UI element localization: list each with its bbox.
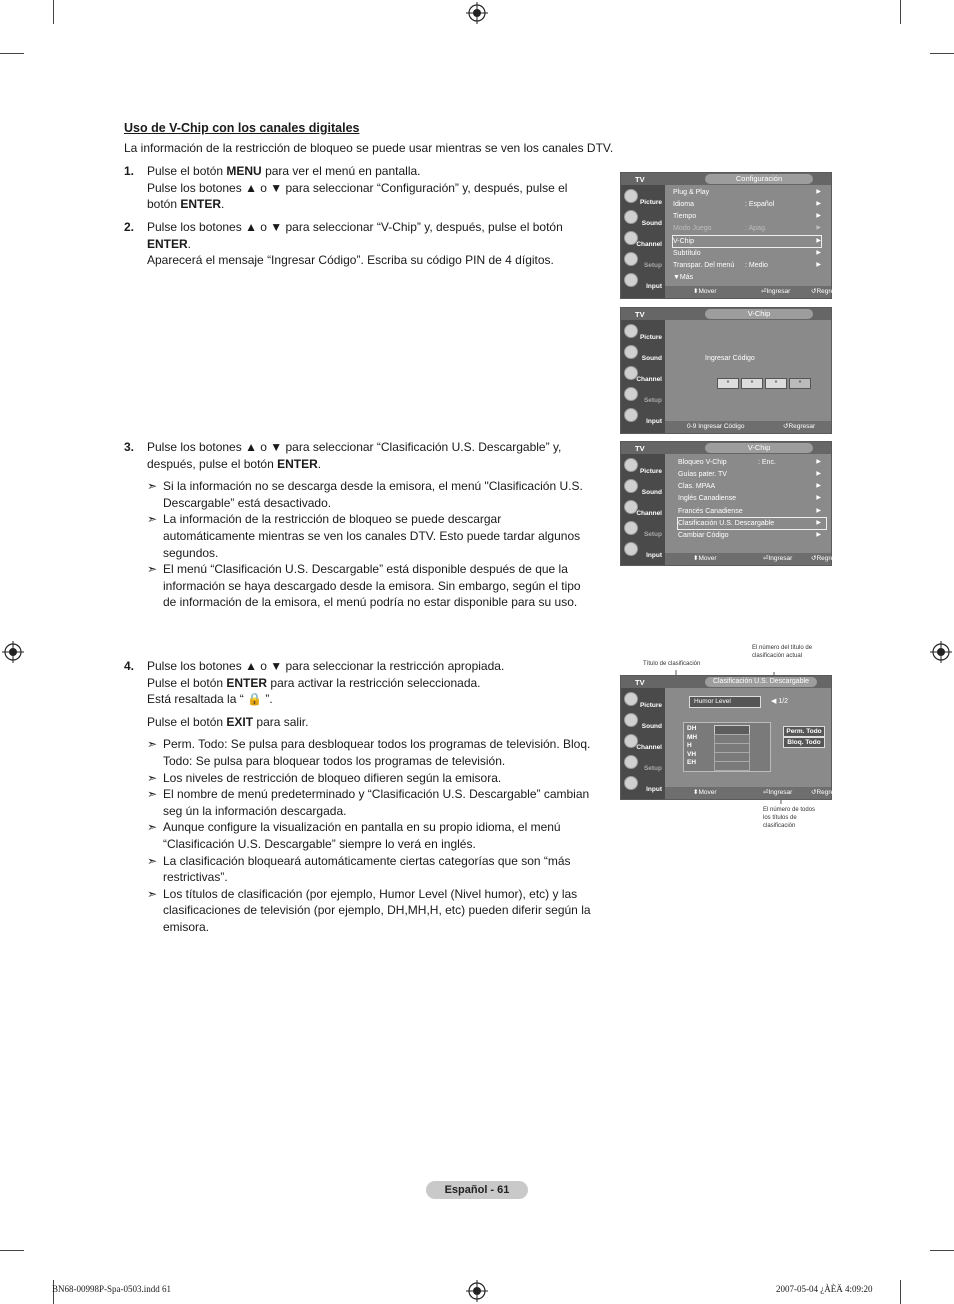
menu-row[interactable]: Idioma : Español ▶ — [673, 201, 821, 208]
tv-bottom-bar: ⬍ Mover ⏎ Ingresar ↺ Regresar — [665, 286, 831, 298]
setup-icon — [624, 252, 638, 266]
code-prompt: Ingresar Código — [705, 355, 755, 362]
note: ➣ La clasificación bloqueará automáticamente ciertas categorías que son “más restrictivas”. — [147, 853, 571, 885]
rating-counter: ◀ 1/2 — [771, 698, 789, 705]
step-line: Pulse el botón MENU para ver el menú en pantalla. — [147, 164, 421, 178]
picture-icon — [624, 458, 638, 472]
sound-icon — [624, 479, 638, 493]
step-number: 3. — [124, 440, 135, 454]
note: ➣ El menú “Clasificación U.S. Descargable” está disponible después de que la información se haya descargado desde la emisora. Sin embargo, según el tipo de información de la emisora, el menú podría no estar disponible para su uso. — [147, 562, 581, 610]
section-title: Uso de V-Chip con los canales digitales — [124, 121, 360, 135]
menu-row[interactable]: Bloqueo V-Chip : Enc. ▶ — [678, 459, 821, 466]
ratings-panel — [683, 722, 771, 772]
page-number-badge: Español - 61 — [426, 1181, 528, 1199]
step-number: 2. — [124, 220, 135, 234]
menu-row[interactable]: Cambiar Código ▶ — [678, 532, 821, 539]
registration-mark-top — [466, 2, 488, 24]
perm-todo-button[interactable]: Perm. Todo — [783, 726, 825, 737]
tv-label: TV — [635, 175, 645, 184]
menu-row[interactable]: Guías pater. TV ▶ — [678, 471, 821, 478]
registration-mark-left — [2, 641, 24, 663]
tv-bottom-bar: 0-9 Ingresar Código ↺ Regresar — [665, 421, 831, 433]
menu-row[interactable]: Clas. MPAA ▶ — [678, 483, 821, 490]
callout-total-label: El número de todos los títulos de clasificación — [763, 807, 816, 829]
note: ➣ Aunque configure la visualización en pantalla en su propio idioma, el menú “Clasificación U.S. Descargable” siempre lo verá en inglés. — [147, 820, 561, 851]
menu-row[interactable]: Modo Juego : Apag. ▶ — [673, 225, 821, 232]
sound-icon — [624, 345, 638, 359]
tv-sidebar: Picture Sound Channel Setup Input — [621, 185, 665, 298]
note: ➣ Si la información no se descarga desde la emisora, el menú "Clasificación U.S. Descargable” está desactivado. — [147, 479, 583, 510]
code-digit[interactable]: * — [789, 378, 811, 389]
tv-label: TV — [635, 444, 645, 453]
setup-icon — [624, 387, 638, 401]
note: ➣ Los títulos de clasificación (por ejemplo, Humor Level (Nivel humor), etc) y las clasificaciones de televisión (por ejemplo, DH,MH,H, etc) pueden diferir según la emisora. — [147, 886, 591, 934]
section-intro: La información de la restricción de bloqueo se puede usar mientras se ven los canales DTV. — [124, 141, 614, 155]
rating-label: EH — [687, 759, 697, 766]
step-line: Pulse el botón ENTER para activar la restricción seleccionada. — [147, 675, 481, 690]
menu-header: V-Chip — [705, 309, 813, 319]
rating-cell[interactable] — [714, 761, 750, 771]
note: ➣ La información de la restricción de bloqueo se puede descargar automáticamente mientras se ven los canales DTV. Esto puede tardar algunos segundos. — [147, 512, 581, 560]
tv-bottom-bar: ⬍ Mover ⏎ Ingresar ↺ Regresar — [665, 787, 831, 799]
tv-menu-vchip-list — [620, 441, 844, 566]
step-line: Aparecerá el mensaje “Ingresar Código”. Escriba su código PIN de 4 dígitos. — [147, 253, 554, 268]
tv-sidebar: Picture Sound Channel Setup Input — [621, 320, 665, 433]
menu-row[interactable]: Transpar. Del menú : Medio ▶ — [673, 262, 821, 269]
exit-line: Pulse el botón EXIT para salir. — [147, 714, 309, 729]
callout-current-label: El número del título de clasificación actual — [752, 645, 813, 659]
step-number: 4. — [124, 659, 135, 673]
step-line: Pulse los botones ▲ o ▼ para seleccionar “V-Chip” y, después, pulse el botón ENTER. — [147, 220, 563, 251]
code-digit[interactable]: * — [741, 378, 763, 389]
step-line: Pulse los botones ▲ o ▼ para seleccionar “Configuración” y, después, pulse el botón ENTER. — [147, 180, 568, 212]
rating-label: DH — [687, 725, 697, 732]
menu-row-selected[interactable]: V-Chip ▶ — [673, 238, 821, 245]
menu-header: Clasificación U.S. Descargable — [705, 677, 817, 687]
menu-row[interactable]: Subtítulo ▶ — [673, 250, 821, 257]
note: ➣ Los niveles de restricción de bloqueo difieren según la emisora. — [147, 770, 502, 785]
menu-row[interactable]: Plug & Play ▶ — [673, 189, 821, 196]
sound-icon — [624, 210, 638, 224]
file-name: BN68-00998P-Spa-0503.indd 61 — [52, 1284, 171, 1294]
input-icon — [624, 542, 638, 556]
step-4 — [124, 658, 594, 936]
print-date: 2007-05-04 ¿ÀÈÄ 4:09:20 — [776, 1284, 873, 1294]
menu-header: V-Chip — [705, 443, 813, 453]
code-digit[interactable]: * — [717, 378, 739, 389]
rating-label: VH — [687, 750, 697, 758]
tv-label: TV — [635, 310, 645, 319]
sound-icon — [624, 713, 638, 727]
tv-bottom-bar: ⬍ Mover ⏎ Ingresar ↺ Regresar — [665, 553, 831, 565]
registration-mark-right — [930, 641, 952, 663]
input-icon — [624, 776, 638, 790]
tv-menu-vchip-code — [620, 307, 832, 434]
note: ➣ Perm. Todo: Se pulsa para desbloquear todos los programas de televisión. Bloq. Todo: Se pulsa para bloquear todos los programas de televisión. — [147, 737, 591, 768]
tv-menu-clasificacion — [620, 675, 844, 800]
step-line: Está resaltada la “ 🔒 ”. — [147, 692, 273, 707]
tv-label: TV — [635, 678, 645, 687]
picture-icon — [624, 189, 638, 203]
menu-row[interactable]: Francés Canadiense ▶ — [678, 508, 821, 515]
menu-row-selected[interactable]: Clasificación U.S. Descargable ▶ — [678, 518, 826, 529]
picture-icon — [624, 324, 638, 338]
picture-icon — [624, 692, 638, 706]
step-2 — [124, 219, 594, 269]
note: ➣ El nombre de menú predeterminado y “Clasificación U.S. Descargable” cambian seg ún la información descargada. — [147, 787, 590, 818]
tv-sidebar: Picture Sound Channel Setup Input — [621, 454, 665, 565]
menu-row[interactable]: Tiempo ▶ — [673, 213, 821, 220]
step-number: 1. — [124, 164, 135, 178]
rating-label: MH — [687, 733, 698, 741]
code-digit[interactable]: * — [765, 378, 787, 389]
setup-icon — [624, 755, 638, 769]
step-line: Pulse los botones ▲ o ▼ para seleccionar “Clasificación U.S. Descargable” y, después, pulse el botón ENTER. — [147, 440, 562, 471]
rating-title-field[interactable]: Humor Level — [689, 696, 761, 708]
menu-row[interactable]: ▼Más — [673, 274, 694, 281]
bloq-todo-button[interactable]: Bloq. Todo — [783, 737, 825, 748]
step-line: Pulse los botones ▲ o ▼ para seleccionar la restricción apropiada. — [147, 659, 505, 673]
setup-icon — [624, 521, 638, 535]
input-icon — [624, 408, 638, 422]
menu-row[interactable]: Inglés Canadiense ▶ — [678, 495, 821, 502]
registration-mark-bottom — [466, 1280, 488, 1302]
step-3 — [124, 439, 594, 611]
menu-header: Configuración — [705, 174, 813, 184]
tv-menu-configuracion — [620, 172, 844, 299]
rating-label: H — [687, 742, 692, 749]
input-icon — [624, 273, 638, 287]
tv-sidebar: Picture Sound Channel Setup Input — [621, 688, 665, 799]
step-1 — [124, 163, 594, 213]
callout-title-label: Título de clasificación — [643, 661, 701, 667]
